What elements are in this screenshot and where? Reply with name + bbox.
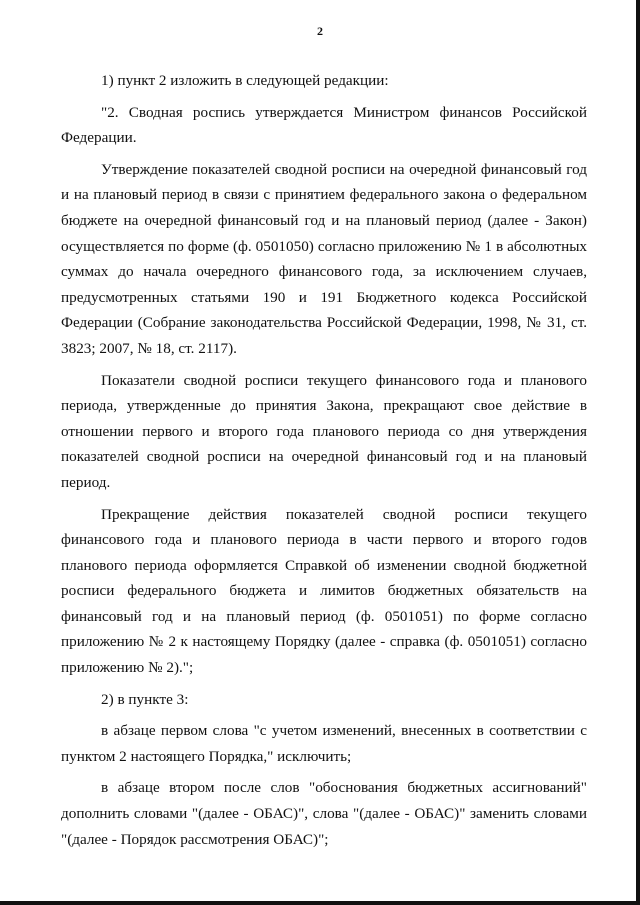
- paragraph-item-1-intro: 1) пункт 2 изложить в следующей редакции:: [101, 72, 389, 89]
- paragraph-point-2-approval: "2. Сводная роспись утверждается Министром финансов Российской Федерации.: [61, 103, 587, 147]
- paragraph-second-abzac: в абзаце втором после слов "обоснования бюджетных ассигнований" дополнить словами "(далее - ОБАС)", слова "(далее - ОБАС)" заменить словами "(далее - Порядок рассмотрения ОБАС)";: [61, 779, 587, 848]
- paragraph-first-abzac: в абзаце первом слова "с учетом изменений, внесенных в соответствии с пунктом 2 настоящего Порядка," исключить;: [61, 722, 587, 765]
- document-body: [61, 68, 587, 858]
- paragraph-termination-formalization: Прекращение действия показателей сводной росписи текущего финансового года и планового периода в части первого и второго годов планового периода оформляется Справкой об изменении сводной бюджетной росписи федерального бюджета и лимитов бюджетных обязательств на финансовый год и на плановый период (ф. 0501051) по форме согласно приложению № 2 к настоящему Порядку (далее - справка (ф. 0501051) согласно приложению № 2).";: [61, 505, 587, 677]
- paragraph-item-2-intro: 2) в пункте 3:: [101, 690, 189, 708]
- paragraph-indicators-termination: Показатели сводной росписи текущего финансового года и планового периода, утвержденные до принятия Закона, прекращают свое действие в отношении первого и второго года планового периода со дня утверждения показателей сводной росписи на очередной финансовый год и на плановый период.: [61, 371, 587, 491]
- paragraph-approval-procedure: Утверждение показателей сводной росписи на очередной финансовый год и на плановый период в связи с принятием федерального закона о федеральном бюджете на очередной финансовый год и на плановый период (далее - Закон) осуществляется по форме (ф. 0501050) согласно приложению № 1 в абсолютных суммах до начала очередного финансового года, за исключением случаев, предусмотренных статьями 190 и 191 Бюджетного кодекса Российской Федерации (Собрание законодательства Российской Федерации, 1998, № 31, ст. 3823; 2007, № 18, ст. 2117).: [61, 160, 587, 357]
- page-number: 2: [317, 24, 323, 38]
